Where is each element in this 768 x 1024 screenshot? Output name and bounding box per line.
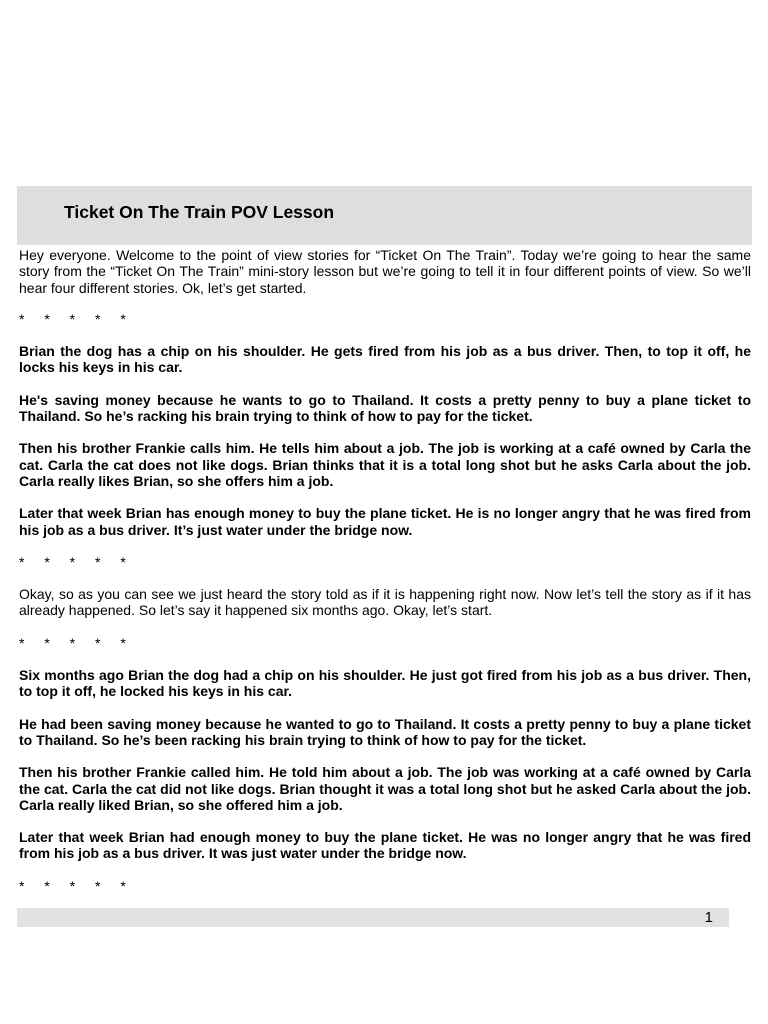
document-body (19, 245, 751, 894)
past-paragraph-3: Then his brother Frankie called him. He told him about a job. The job was working at a café owned by Carla the cat. Carla the cat did not like dogs. Brian thought it was a total long shot but he asked Carla about the job. Carla really liked Brian, so she offered him a job. (19, 764, 751, 813)
past-paragraph-2: He had been saving money because he wanted to go to Thailand. It costs a pretty penny to buy a plane ticket to Thailand. So he’s been racking his brain trying to think of how to pay for the ticket. (19, 715, 751, 748)
present-paragraph-1: Brian the dog has a chip on his shoulder. He gets fired from his job as a bus driver. Then, to top it off, he locks his keys in his car. (19, 343, 751, 376)
section-separator: * * * * * (19, 310, 126, 327)
section-separator: * * * * * (19, 634, 126, 651)
footer-band (17, 908, 729, 927)
transition-paragraph: Okay, so as you can see we just heard the story told as if it is happening right now. Now let’s tell the story as if it has already happened. So let’s say it happened six months ago. Okay, let’s start. (19, 586, 751, 619)
present-paragraph-4: Later that week Brian has enough money to buy the plane ticket. He is no longer angry that he was fired from his job as a bus driver. It’s just water under the bridge now. (19, 505, 751, 538)
intro-paragraph: Hey everyone. Welcome to the point of view stories for “Ticket On The Train”. Today we’re going to hear the same story from the “Ticket On The Train” mini-story lesson but we’re going to tell it in four different points of view. So we’ll hear four different stories. Ok, let’s get started. (19, 247, 751, 296)
past-paragraph-1: Six months ago Brian the dog had a chip on his shoulder. He just got fired from his job as a bus driver. Then, to top it off, he locked his keys in his car. (19, 667, 751, 700)
section-separator: * * * * * (19, 553, 126, 570)
page-number: 1 (704, 909, 713, 926)
past-paragraph-4: Later that week Brian had enough money to buy the plane ticket. He was no longer angry that he was fired from his job as a bus driver. It was just water under the bridge now. (19, 829, 751, 862)
present-paragraph-3: Then his brother Frankie calls him. He tells him about a job. The job is working at a café owned by Carla the cat. Carla the cat does not like dogs. Brian thinks that it is a total long shot but he asks Carla about the job. Carla really likes Brian, so she offers him a job. (19, 440, 751, 489)
present-paragraph-2: He's saving money because he wants to go to Thailand. It costs a pretty penny to buy a plane ticket to Thailand. So he’s racking his brain trying to think of how to pay for the ticket. (19, 391, 751, 425)
document-title: Ticket On The Train POV Lesson (64, 202, 335, 222)
title-band (17, 186, 752, 245)
section-separator: * * * * * (19, 877, 126, 894)
